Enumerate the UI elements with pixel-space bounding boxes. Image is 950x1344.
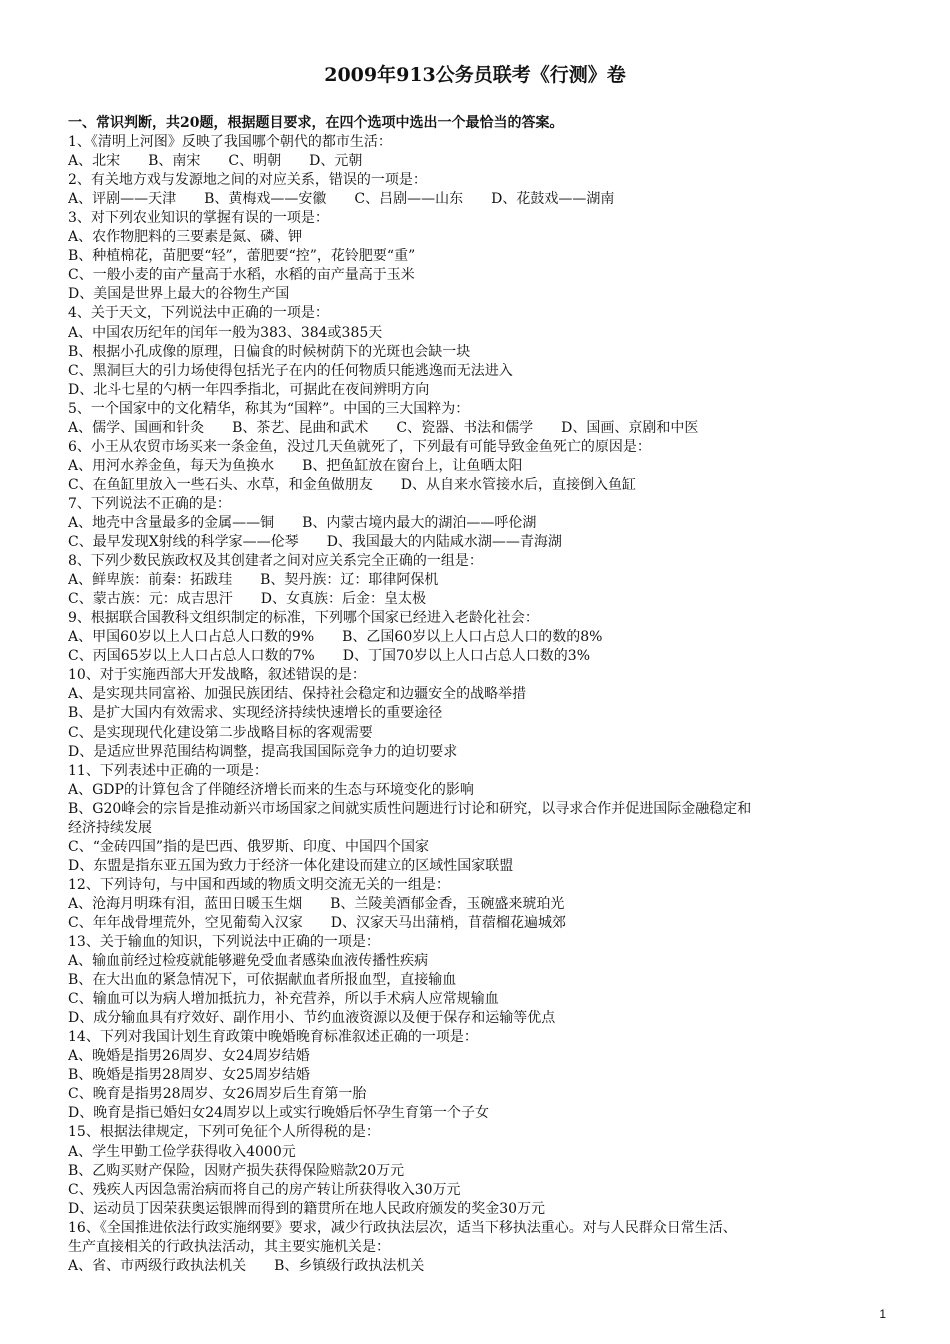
text-line: 10、对于实施西部大开发战略，叙述错误的是： — [68, 667, 366, 684]
text-line: 3、对下列农业知识的掌握有误的一项是： — [68, 210, 329, 227]
answer-option: D、我国最大的内陆咸水湖——青海湖 — [326, 534, 562, 551]
text-line: 6、小王从农贸市场买来一条金鱼，没过几天鱼就死了，下列最有可能导致金鱼死亡的原因是： — [68, 438, 651, 455]
answer-option: A、鲜卑族：前秦：拓跋珪 — [68, 572, 233, 589]
text-line: B、在大出血的紧急情况下，可依据献血者所报血型，直接输血 — [68, 972, 457, 989]
text-line: 13、关于输血的知识，下列说法中正确的一项是： — [68, 934, 380, 951]
answer-option: A、地壳中含量最多的金属——铜 — [68, 514, 275, 531]
text-line: B、晚婚是指男28周岁、女25周岁结婚 — [68, 1067, 310, 1084]
text-line — [68, 914, 888, 933]
text-line: 1、《清明上河图》反映了我国哪个朝代的都市生活： — [68, 134, 392, 151]
text-line — [68, 457, 888, 476]
text-line: C、“金砖四国”指的是巴西、俄罗斯、印度、中国四个国家 — [68, 838, 430, 855]
text-line: D、北斗七星的勺柄一年四季指北，可据此在夜间辨明方向 — [68, 381, 430, 398]
text-line — [68, 190, 888, 209]
document-title: 2009年913公务员联考《行测》卷 — [324, 64, 626, 86]
answer-option: D、汉家天马出蒲梢，苜蓿榴花遍城郊 — [330, 914, 566, 931]
answer-option: C、瓷器、书法和儒学 — [396, 419, 534, 436]
answer-option: D、丁国70岁以上人口占总人口数的3% — [342, 648, 590, 665]
text-line: B、G20峰会的宗旨是推动新兴市场国家之间就实质性问题进行讨论和研究，以寻求合作并促进国际金融稳定和 — [68, 800, 752, 817]
text-line — [68, 152, 888, 171]
text-line: A、农作物肥料的三要素是氮、磷、钾 — [68, 229, 303, 246]
answer-option: D、女真族：后金：皇太极 — [260, 591, 426, 608]
answer-option: B、乙国60岁以上人口占总人口的数的8% — [342, 629, 603, 646]
answer-option: C、蒙古族：元：成吉思汗 — [68, 591, 233, 608]
answer-option: B、把鱼缸放在窗台上，让鱼晒太阳 — [302, 457, 523, 474]
text-line: A、晚婚是指男26周岁、女24周岁结婚 — [68, 1048, 310, 1065]
text-line: C、是实现现代化建设第二步战略目标的客观需要 — [68, 724, 373, 741]
text-line — [68, 514, 888, 533]
answer-option: A、北宋 — [68, 153, 121, 170]
text-line: C、晚育是指男28周岁、女26周岁后生育第一胎 — [68, 1086, 367, 1103]
text-line — [68, 476, 888, 495]
answer-option: B、茶艺、昆曲和武术 — [232, 419, 369, 436]
answer-option: B、内蒙古境内最大的湖泊——呼伦湖 — [302, 514, 537, 531]
answer-option: D、国画、京剧和中医 — [561, 419, 699, 436]
answer-option: A、评剧——天津 — [68, 191, 177, 208]
text-line — [68, 533, 888, 552]
answer-option: A、沧海月明珠有泪，蓝田日暖玉生烟 — [68, 895, 303, 912]
page-number: 1 — [879, 1307, 886, 1321]
text-line: B、是扩大国内有效需求、实现经济持续快速增长的重要途径 — [68, 705, 443, 722]
text-line — [68, 628, 888, 647]
answer-option: C、在鱼缸里放入一些石头、水草，和金鱼做朋友 — [68, 476, 373, 493]
text-line: 经济持续发展 — [68, 819, 152, 836]
text-line: B、种植棉花，苗肥要“轻”，蕾肥要“控”，花铃肥要“重” — [68, 248, 416, 265]
answer-option: B、乡镇级行政执法机关 — [274, 1257, 425, 1274]
answer-option: D、从自来水管接水后，直接倒入鱼缸 — [400, 476, 636, 493]
text-line: B、乙购买财产保险，因财产损失获得保险赔款20万元 — [68, 1162, 405, 1179]
section-heading: 一、常识判断，共20题，根据题目要求，在四个选项中选出一个最恰当的答案。 — [68, 115, 564, 131]
text-line — [68, 895, 888, 914]
answer-option: C、明朝 — [228, 153, 282, 170]
answer-option: D、元朝 — [309, 153, 363, 170]
text-line: 11、下列表述中正确的一项是： — [68, 762, 268, 779]
text-line: A、学生甲勤工俭学获得收入4000元 — [68, 1143, 296, 1160]
text-line: D、是适应世界范围结构调整，提高我国国际竞争力的迫切要求 — [68, 743, 458, 760]
answer-option: B、南宋 — [148, 153, 201, 170]
text-line: A、GDP的计算包含了伴随经济增长而来的生态与环境变化的影响 — [68, 781, 474, 798]
text-line — [68, 647, 888, 666]
answer-option: A、甲国60岁以上人口占总人口数的9% — [68, 629, 315, 646]
answer-option: C、吕剧——山东 — [354, 191, 464, 208]
text-line: 5、一个国家中的文化精华，称其为“国粹”。中国的三大国粹为： — [68, 400, 470, 417]
text-line: 15、根据法律规定，下列可免征个人所得税的是： — [68, 1124, 380, 1141]
answer-option: A、儒学、国画和针灸 — [68, 419, 205, 436]
text-line: 生产直接相关的行政执法活动，其主要实施机关是： — [68, 1238, 390, 1255]
text-line: 8、下列少数民族政权及其创建者之间对应关系完全正确的一组是： — [68, 553, 483, 570]
answer-option: C、丙国65岁以上人口占总人口数的7% — [68, 648, 315, 665]
text-line: D、运动员丁因荣获奥运银牌而得到的籍贯所在地人民政府颁发的奖金30万元 — [68, 1200, 546, 1217]
text-line: 2、有关地方戏与发源地之间的对应关系，错误的一项是： — [68, 172, 427, 189]
text-line: A、中国农历纪年的闰年一般为383、384或385天 — [68, 324, 383, 341]
answer-option: A、省、市两级行政执法机关 — [68, 1257, 247, 1274]
text-line — [68, 1257, 888, 1276]
text-line — [68, 419, 888, 438]
text-line — [68, 571, 888, 590]
text-line: A、是实现共同富裕、加强民族团结、保持社会稳定和边疆安全的战略举措 — [68, 686, 527, 703]
text-line: C、输血可以为病人增加抵抗力，补充营养，所以手术病人应常规输血 — [68, 991, 499, 1008]
question-content — [68, 114, 888, 1276]
text-line: A、输血前经过检疫就能够避免受血者感染血液传播性疾病 — [68, 953, 429, 970]
text-line: 4、关于天文，下列说法中正确的一项是： — [68, 305, 329, 322]
text-line: C、黑洞巨大的引力场使得包括光子在内的任何物质只能逃逸而无法进入 — [68, 362, 513, 379]
text-line: 7、下列说法不正确的是： — [68, 495, 231, 512]
text-line: C、一般小麦的亩产量高于水稻，水稻的亩产量高于玉米 — [68, 267, 415, 284]
text-line: D、美国是世界上最大的谷物生产国 — [68, 286, 290, 303]
answer-option: C、年年战骨埋荒外，空见葡萄入汉家 — [68, 914, 303, 931]
text-line: 16、《全国推进依法行政实施纲要》要求，减少行政执法层次，适当下移执法重心。对与人民群众日常生活、 — [68, 1219, 737, 1236]
answer-option: B、黄梅戏——安徽 — [204, 191, 327, 208]
answer-option: B、契丹族：辽：耶律阿保机 — [260, 572, 439, 589]
text-line: 9、根据联合国教科文组织制定的标准，下列哪个国家已经进入老龄化社会： — [68, 610, 539, 627]
text-line — [68, 590, 888, 609]
text-line: D、晚育是指已婚妇女24周岁以上或实行晚婚后怀孕生育第一个子女 — [68, 1105, 490, 1122]
text-line: B、根据小孔成像的原理，日偏食的时候树荫下的光斑也会缺一块 — [68, 343, 471, 360]
answer-option: D、花鼓戏——湖南 — [491, 191, 615, 208]
text-line: 14、下列对我国计划生育政策中晚婚晚育标准叙述正确的一项是： — [68, 1029, 478, 1046]
text-line: D、成分输血具有疗效好、副作用小、节约血液资源以及便于保存和运输等优点 — [68, 1010, 556, 1027]
text-line: 12、下列诗句，与中国和西域的物质文明交流无关的一组是： — [68, 876, 450, 893]
text-line: C、残疾人丙因急需治病而将自己的房产转让所获得收入30万元 — [68, 1181, 461, 1198]
answer-option: A、用河水养金鱼，每天为鱼换水 — [68, 457, 275, 474]
text-line: D、东盟是指东亚五国为致力于经济一体化建设而建立的区域性国家联盟 — [68, 857, 514, 874]
answer-option: C、最早发现X射线的科学家——伦琴 — [68, 534, 299, 551]
answer-option: B、兰陵美酒郁金香，玉碗盛来琥珀光 — [330, 895, 565, 912]
